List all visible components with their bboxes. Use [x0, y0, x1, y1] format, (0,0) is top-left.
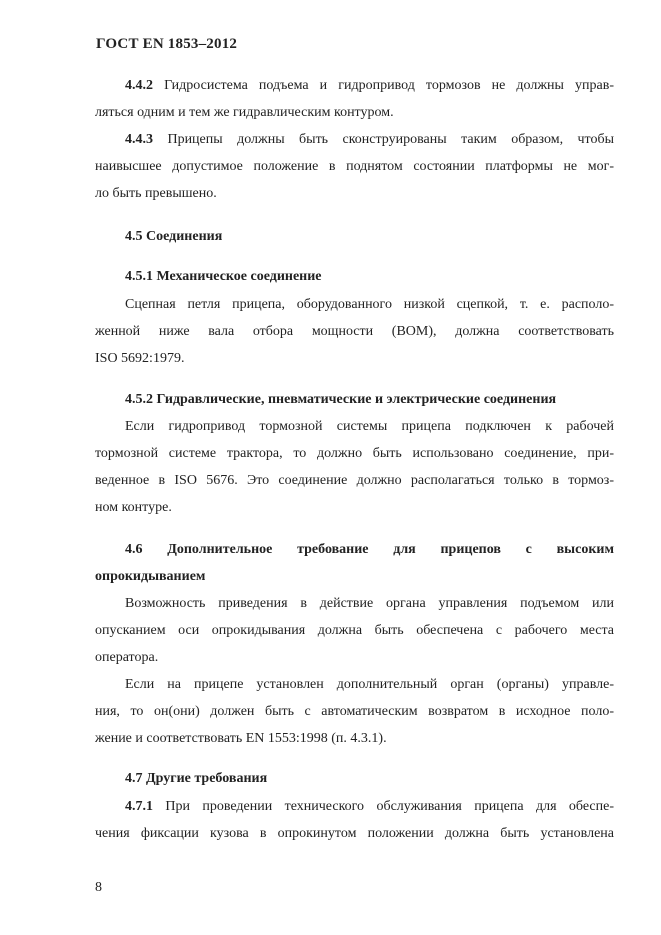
section-4-5-heading: 4.5 Соединения [125, 229, 223, 244]
clause-4-6-p2-line-1: Если на прицепе установлен дополнительный орган (органы) управле- [125, 677, 614, 692]
clause-4-5-2-line-4: ном контуре. [95, 500, 172, 515]
clause-text: При проведении технического обслуживания прицепа для обеспе- [165, 799, 615, 814]
clause-4-4-2-line-1 [125, 77, 614, 95]
section-4-5-1-heading: 4.5.1 Механическое соединение [125, 269, 322, 284]
section-4-5-2-heading: 4.5.2 Гидравлические, пневматические и электрические соединения [125, 392, 557, 407]
clause-number: 4.7.1 [125, 799, 153, 814]
page-number: 8 [95, 880, 102, 895]
section-4-7-heading: 4.7 Другие требования [125, 771, 268, 786]
clause-number: 4.4.3 [125, 132, 153, 147]
clause-4-5-1-line-1: Сцепная петля прицепа, оборудованного низкой сцепкой, т. е. располо- [125, 297, 614, 312]
clause-4-4-2-line-2: ляться одним и тем же гидравлическим контуром. [95, 105, 394, 120]
clause-4-4-3-line-3: ло быть превышено. [95, 186, 217, 201]
clause-4-5-2-line-2: тормозной системе трактора, то должно быть использовано соединение, при- [95, 446, 614, 461]
clause-4-6-p1-line-2: опусканием оси опрокидывания должна быть обеспечена с рабочего места [95, 623, 614, 638]
clause-4-5-2-line-1: Если гидропривод тормозной системы прицепа подключен к рабочей [125, 419, 614, 434]
clause-4-7-1-line-2: чения фиксации кузова в опрокинутом положении должна быть установлена [95, 826, 614, 841]
clause-4-5-2-line-3: веденное в ISO 5676. Это соединение должно располагаться только в тормоз- [95, 473, 614, 488]
clause-4-4-3-line-1 [125, 131, 614, 149]
section-4-6-heading-line-2: опрокидыванием [95, 569, 206, 584]
clause-4-6-p2-line-3: жение и соответствовать EN 1553:1998 (п. 4.3.1). [95, 731, 387, 746]
clause-4-5-1-line-3: ISO 5692:1979. [95, 351, 185, 366]
clause-text: Гидросистема подъема и гидропривод тормозов не должны управ- [164, 78, 614, 93]
clause-text: Прицепы должны быть сконструированы таким образом, чтобы [167, 132, 615, 147]
clause-number: 4.4.2 [125, 78, 153, 93]
clause-4-6-p1-line-1: Возможность приведения в действие органа управления подъемом или [125, 596, 614, 611]
clause-4-5-1-line-2: женной ниже вала отбора мощности (ВОМ), должна соответствовать [95, 324, 614, 339]
section-4-6-heading-line-1: 4.6 Дополнительное требование для прицепов с высоким [125, 542, 614, 557]
clause-4-4-3-line-2: наивысшее допустимое положение в поднятом состоянии платформы не мог- [95, 159, 614, 174]
clause-4-6-p1-line-3: оператора. [95, 650, 159, 665]
clause-4-7-1-line-1 [125, 798, 614, 816]
page-header-title: ГОСТ EN 1853–2012 [96, 36, 238, 52]
clause-4-6-p2-line-2: ния, то он(они) должен быть с автоматическим возвратом в исходное поло- [95, 704, 614, 719]
